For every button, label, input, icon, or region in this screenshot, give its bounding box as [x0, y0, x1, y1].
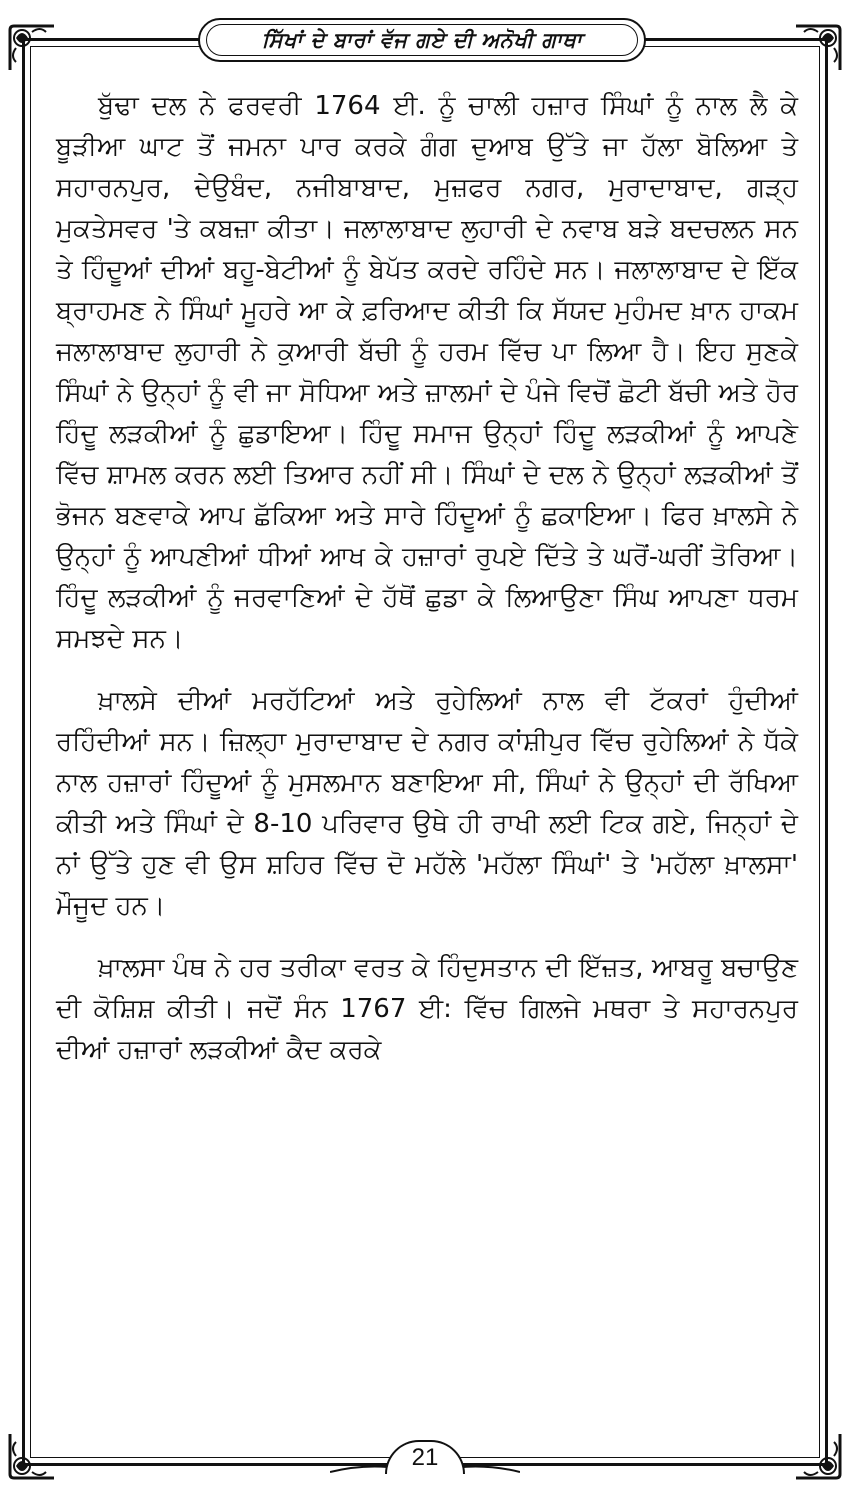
paragraph: ਬੁੱਢਾ ਦਲ ਨੇ ਫਰਵਰੀ 1764 ਈ. ਨੂੰ ਚਾਲੀ ਹਜ਼ਾਰ ਸਿੰਘਾਂ ਨੂੰ ਨਾਲ ਲੈ ਕੇ ਬੂੜੀਆ ਘਾਟ ਤੋਂ ਜਮਨਾ ਪਾਰ ਕਰਕੇ ਗੰਗ ਦੁਆਬ ਉੱਤੇ ਜਾ ਹੱਲਾ ਬੋਲਿਆ ਤੇ ਸਹਾਰਨਪੁਰ, ਦੇਉਬੰਦ, ਨਜੀਬਾਬਾਦ, ਮੁਜ਼ਫਰ ਨਗਰ, ਮੁਰਾਦਾਬਾਦ, ਗੜ੍ਹ ਮੁਕਤੇਸਵਰ 'ਤੇ ਕਬਜ਼ਾ ਕੀਤਾ। ਜਲਾਲਾਬਾਦ ਲੁਹਾਰੀ ਦੇ ਨਵਾਬ ਬੜੇ ਬਦਚਲਨ ਸਨ ਤੇ ਹਿੰਦੂਆਂ ਦੀਆਂ ਬਹੂ-ਬੇਟੀਆਂ ਨੂੰ ਬੇਪੱਤ ਕਰਦੇ ਰਹਿੰਦੇ ਸਨ। ਜਲਾਲਾਬਾਦ ਦੇ ਇੱਕ ਬ੍ਰਾਹਮਣ ਨੇ ਸਿੰਘਾਂ ਮੂਹਰੇ ਆ ਕੇ ਫ਼ਰਿਆਦ ਕੀਤੀ ਕਿ ਸੱਯਦ ਮੁਹੰਮਦ ਖ਼ਾਨ ਹਾਕਮ ਜਲਾਲਾਬਾਦ ਲੁਹਾਰੀ ਨੇ ਕੁਆਰੀ ਬੱਚੀ ਨੂੰ ਹਰਮ ਵਿੱਚ ਪਾ ਲਿਆ ਹੈ। ਇਹ ਸੁਣਕੇ ਸਿੰਘਾਂ ਨੇ ਉਨ੍ਹਾਂ ਨੂੰ ਵੀ ਜਾ ਸੋਧਿਆ ਅਤੇ ਜ਼ਾਲਮਾਂ ਦੇ ਪੰਜੇ ਵਿਚੋਂ ਛੋਟੀ ਬੱਚੀ ਅਤੇ ਹੋਰ ਹਿੰਦੂ ਲੜਕੀਆਂ ਨੂੰ ਛੁਡਾਇਆ। ਹਿੰਦੂ ਸਮਾਜ ਉਨ੍ਹਾਂ ਹਿੰਦੂ ਲੜਕੀਆਂ ਨੂੰ ਆਪਣੇ ਵਿੱਚ ਸ਼ਾਮਲ ਕਰਨ ਲਈ ਤਿਆਰ ਨਹੀਂ ਸੀ। ਸਿੰਘਾਂ ਦੇ ਦਲ ਨੇ ਉਨ੍ਹਾਂ ਲੜਕੀਆਂ ਤੋਂ ਭੋਜਨ ਬਣਵਾਕੇ ਆਪ ਛੱਕਿਆ ਅਤੇ ਸਾਰੇ ਹਿੰਦੂਆਂ ਨੂੰ ਛਕਾਇਆ। ਫਿਰ ਖ਼ਾਲਸੇ ਨੇ ਉਨ੍ਹਾਂ ਨੂੰ ਆਪਣੀਆਂ ਧੀਆਂ ਆਖ ਕੇ ਹਜ਼ਾਰਾਂ ਰੁਪਏ ਦਿੱਤੇ ਤੇ ਘਰੋਂ-ਘਰੀਂ ਤੋਰਿਆ। ਹਿੰਦੂ ਲੜਕੀਆਂ ਨੂੰ ਜਰਵਾਣਿਆਂ ਦੇ ਹੱਥੋਂ ਛੁਡਾ ਕੇ ਲਿਆਉਣਾ ਸਿੰਘ ਆਪਣਾ ਧਰਮ ਸਮਝਦੇ ਸਨ। [56, 91, 798, 654]
ornamental-corner-icon [792, 1430, 844, 1482]
ornamental-corner-icon [6, 1430, 58, 1482]
ornamental-corner-icon [792, 22, 844, 74]
page-body [56, 86, 798, 1071]
chapter-header [198, 18, 646, 62]
paragraph: ਖ਼ਾਲਸਾ ਪੰਥ ਨੇ ਹਰ ਤਰੀਕਾ ਵਰਤ ਕੇ ਹਿੰਦੁਸਤਾਨ ਦੀ ਇੱਜ਼ਤ, ਆਬਰੂ ਬਚਾਉਣ ਦੀ ਕੋਸ਼ਿਸ਼ ਕੀਤੀ। ਜਦੋਂ ਸੰਨ 1767 ਈ: ਵਿੱਚ ਗਿਲਜੇ ਮਥਰਾ ਤੇ ਸਹਾਰਨਪੁਰ ਦੀਆਂ ਹਜ਼ਾਰਾਂ ਲੜਕੀਆਂ ਕੈਦ ਕਰਕੇ [56, 953, 798, 1065]
page-number: 21 [411, 1444, 439, 1471]
paragraph: ਖ਼ਾਲਸੇ ਦੀਆਂ ਮਰਹੱਟਿਆਂ ਅਤੇ ਰੁਹੇਲਿਆਂ ਨਾਲ ਵੀ ਟੱਕਰਾਂ ਹੁੰਦੀਆਂ ਰਹਿੰਦੀਆਂ ਸਨ। ਜ਼ਿਲ੍ਹਾ ਮੁਰਾਦਾਬਾਦ ਦੇ ਨਗਰ ਕਾਂਸ਼ੀਪੁਰ ਵਿੱਚ ਰੁਹੇਲਿਆਂ ਨੇ ਧੱਕੇ ਨਾਲ ਹਜ਼ਾਰਾਂ ਹਿੰਦੂਆਂ ਨੂੰ ਮੁਸਲਮਾਨ ਬਣਾਇਆ ਸੀ, ਸਿੰਘਾਂ ਨੇ ਉਨ੍ਹਾਂ ਦੀ ਰੱਖਿਆ ਕੀਤੀ ਅਤੇ ਸਿੰਘਾਂ ਦੇ 8-10 ਪਰਿਵਾਰ ਉਥੇ ਹੀ ਰਾਖੀ ਲਈ ਟਿਕ ਗਏ, ਜਿਨ੍ਹਾਂ ਦੇ ਨਾਂ ਉੱਤੇ ਹੁਣ ਵੀ ਉਸ ਸ਼ਹਿਰ ਵਿੱਚ ਦੋ ਮਹੱਲੇ 'ਮਹੱਲਾ ਸਿੰਘਾਂ' ਤੇ 'ਮਹੱਲਾ ਖ਼ਾਲਸਾ' ਮੌਜੂਦ ਹਨ। [56, 686, 798, 921]
chapter-title: ਸਿੱਖਾਂ ਦੇ ਬਾਰਾਂ ਵੱਜ ਗਏ ਦੀ ਅਨੋਖੀ ਗਾਥਾ [261, 27, 583, 52]
ornamental-corner-icon [6, 22, 58, 74]
